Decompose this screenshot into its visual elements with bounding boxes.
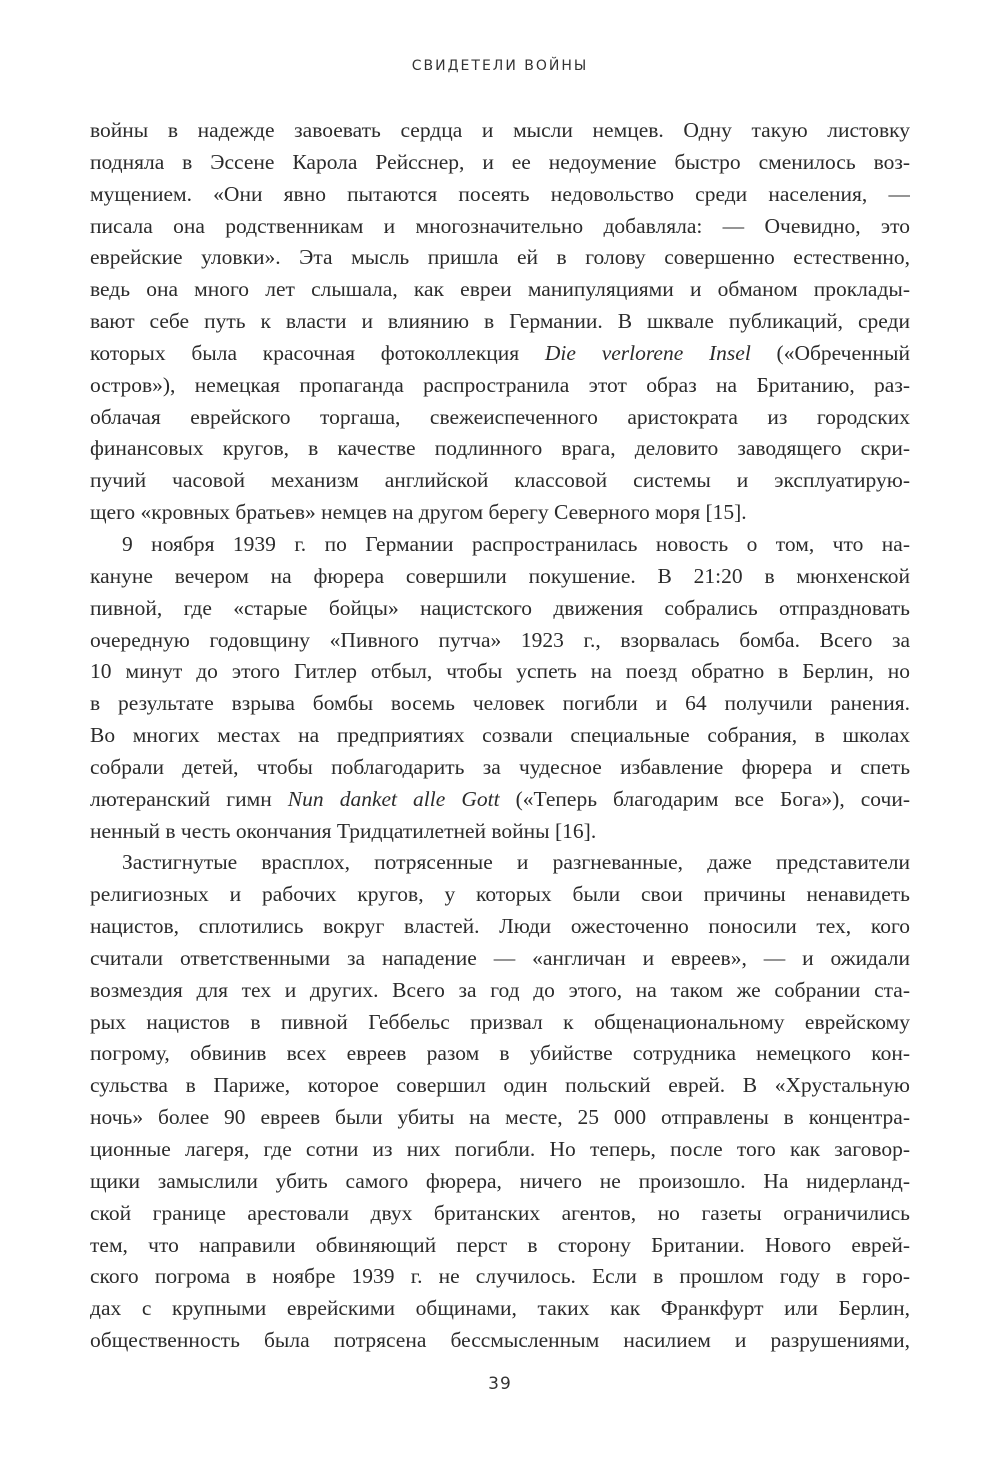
text-line (90, 1261, 910, 1293)
text-line (90, 465, 910, 497)
text-line (90, 1007, 910, 1039)
text-segment: Во многих местах на предприятиях созвали специальные собрания, в школах (90, 723, 910, 748)
text-line (90, 211, 910, 243)
text-line (90, 975, 910, 1007)
text-line (90, 402, 910, 434)
text-segment: дах с крупными еврейскими общинами, таких как Франкфурт или Берлин, (90, 1296, 910, 1321)
text-segment: ненный в честь окончания Тридцатилетней войны [16]. (90, 818, 597, 843)
text-line (90, 115, 910, 147)
italic-title: Nun danket alle Gott (287, 786, 500, 811)
text-line (90, 1070, 910, 1102)
page-number: 39 (488, 1374, 512, 1394)
text-line (90, 338, 910, 370)
text-segment: ского погрома в ноябре 1939 г. не случилось. Если в прошлом году в горо- (90, 1264, 910, 1289)
text-line (90, 1230, 910, 1262)
text-segment: щики замыслили убить самого фюрера, ничего не произошло. На нидерланд- (90, 1168, 910, 1193)
text-segment: ской границе арестовали двух британских агентов, но газеты ограничились (90, 1200, 910, 1225)
text-line (90, 720, 910, 752)
text-segment: лютеранский гимн (90, 786, 288, 811)
text-segment: сульства в Париже, которое совершил один польский еврей. В «Хрустальную (90, 1073, 910, 1098)
text-segment: подняла в Эссене Карола Рейсснер, и ее недоумение быстро сменилось воз- (90, 149, 910, 174)
text-segment: считали ответственными за нападение — «англичан и евреев», — и ожидали (90, 945, 910, 970)
text-line (90, 242, 910, 274)
text-segment: погрому, обвинив всех евреев разом в убийстве сотрудника немецкого кон- (90, 1041, 910, 1066)
text-line (90, 370, 910, 402)
text-line (90, 688, 910, 720)
text-segment: ночь» более 90 евреев были убиты на месте, 25 000 отправлены в концентра- (90, 1105, 910, 1130)
text-line (90, 656, 910, 688)
text-segment: 9 ноября 1939 г. по Германии распространилась новость о том, что на- (122, 531, 910, 556)
text-segment: войны в надежде завоевать сердца и мысли немцев. Одну такую листовку (90, 118, 910, 142)
text-segment: ведь она много лет слышала, как евреи манипуляциями и обманом проклады- (90, 277, 910, 302)
body-text (90, 115, 910, 1357)
text-line (90, 879, 910, 911)
text-line (90, 497, 910, 529)
text-segment: остров»), немецкая пропаганда распространила этот образ на Британию, раз- (90, 372, 910, 397)
text-segment: возмездия для тех и других. Всего за год до этого, на таком же собрании ста- (90, 977, 910, 1002)
text-line (90, 784, 910, 816)
italic-title: Die verlorene Insel (544, 340, 751, 365)
text-line (90, 561, 910, 593)
text-line (90, 274, 910, 306)
text-line (90, 147, 910, 179)
text-line (90, 1198, 910, 1230)
text-line (90, 625, 910, 657)
text-line (90, 1134, 910, 1166)
text-line (90, 911, 910, 943)
text-line (90, 529, 910, 561)
text-segment: финансовых кругов, в качестве подлинного врага, деловито заводящего скри- (90, 436, 910, 461)
text-segment: рых нацистов в пивной Геббельс призвал к общенациональному еврейскому (90, 1009, 910, 1034)
text-segment: тем, что направили обвиняющий перст в сторону Британии. Нового еврей- (90, 1232, 910, 1257)
text-segment: очередную годовщину «Пивного путча» 1923 г., взорвалась бомба. Всего за (90, 627, 910, 652)
text-segment: писала она родственникам и многозначительно добавляла: — Очевидно, это (90, 213, 910, 238)
text-segment: религиозных и рабочих кругов, у которых были свои причины ненавидеть (90, 882, 910, 907)
text-segment: («Теперь благодарим все Бога»), сочи- (499, 786, 910, 811)
text-line (90, 1325, 910, 1357)
text-segment: пивной, где «старые бойцы» нацистского движения собрались отпраздновать (90, 595, 910, 620)
text-segment: кануне вечером на фюрера совершили покушение. В 21:20 в мюнхенской (90, 563, 910, 588)
text-segment: которых была красочная фотоколлекция (90, 340, 545, 365)
text-segment: общественность была потрясена бессмысленным насилием и разрушениями, (90, 1328, 910, 1353)
text-line (90, 1038, 910, 1070)
text-segment: в результате взрыва бомбы восемь человек погибли и 64 получили ранения. (90, 691, 910, 716)
text-line (90, 847, 910, 879)
text-line (90, 1293, 910, 1325)
text-segment: еврейские уловки». Эта мысль пришла ей в голову совершенно естественно, (90, 245, 910, 270)
text-segment: мущением. «Они явно пытаются посеять недовольство среди населения, — (90, 181, 910, 206)
text-segment: щего «кровных братьев» немцев на другом берегу Северного моря [15]. (90, 500, 747, 525)
running-header: СВИДЕТЕЛИ ВОЙНЫ (411, 58, 589, 74)
text-segment: 10 минут до этого Гитлер отбыл, чтобы успеть на поезд обратно в Берлин, но (90, 659, 910, 684)
text-line (90, 433, 910, 465)
text-line (90, 816, 910, 848)
text-line (90, 179, 910, 211)
text-line (90, 1166, 910, 1198)
text-line (90, 752, 910, 784)
text-segment: ционные лагеря, где сотни из них погибли. Но теперь, после того как заговор- (90, 1137, 910, 1161)
text-segment: вают себе путь к власти и влиянию в Германии. В шквале публикаций, среди (90, 309, 910, 334)
text-segment: пучий часовой механизм английской классовой системы и эксплуатирую- (90, 468, 910, 493)
text-line (90, 943, 910, 975)
text-segment: («Обреченный (750, 340, 910, 365)
text-segment: Застигнутые врасплох, потрясенные и разгневанные, даже представители (122, 850, 910, 875)
text-segment: собрали детей, чтобы поблагодарить за чудесное избавление фюрера и спеть (90, 754, 910, 779)
text-line (90, 593, 910, 625)
text-segment: нацистов, сплотились вокруг властей. Люди ожесточенно поносили тех, кого (90, 914, 910, 939)
text-line (90, 306, 910, 338)
text-segment: облачая еврейского торгаша, свежеиспеченного аристократа из городских (90, 404, 910, 429)
text-line (90, 1102, 910, 1134)
